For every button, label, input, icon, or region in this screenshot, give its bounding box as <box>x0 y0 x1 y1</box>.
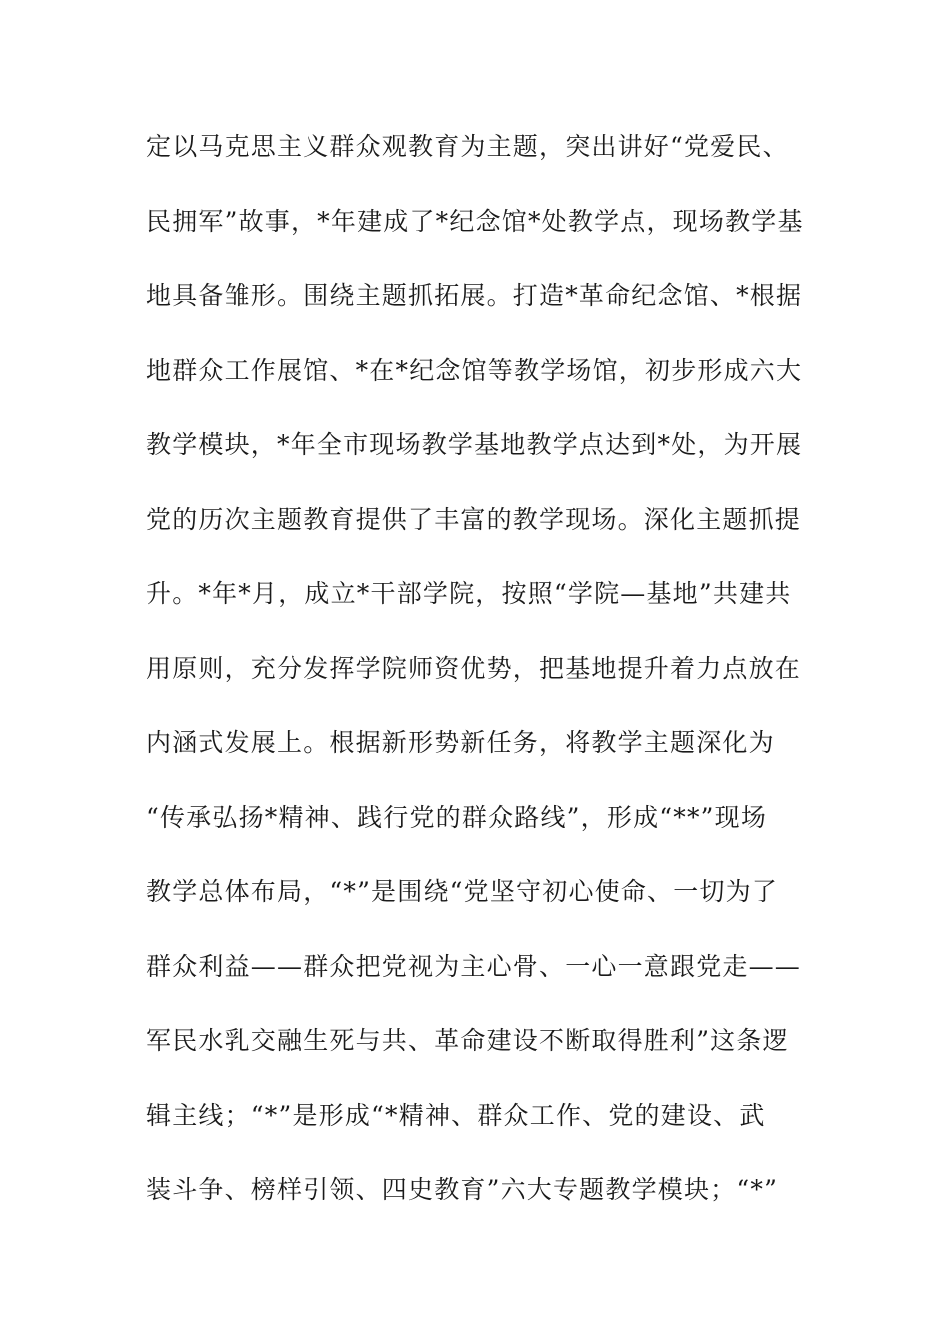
body-text <box>146 132 806 1250</box>
text-line: 升。*年*月，成立*干部学院，按照“学院—基地”共建共 <box>146 579 792 608</box>
text-line: 地群众工作展馆、*在*纪念馆等教学场馆，初步形成六大 <box>146 355 803 385</box>
text-line: 装斗争、榜样引领、四史教育”六大专题教学模块；“*” <box>146 1175 779 1204</box>
text-line: 党的历次主题教育提供了丰富的教学现场。深化主题抓提 <box>146 504 802 534</box>
text-line: 地具备雏形。围绕主题抓拓展。打造*革命纪念馆、*根据 <box>146 281 803 310</box>
text-line: 用原则，充分发挥学院师资优势，把基地提升着力点放在 <box>146 653 802 683</box>
text-line: 民拥军”故事，*年建成了*纪念馆*处教学点，现场教学基 <box>146 206 804 236</box>
text-line: 辑主线；“*”是形成“*精神、群众工作、党的建设、武 <box>146 1100 766 1130</box>
text-line: “传承弘扬*精神、践行党的群众路线”，形成“**”现场 <box>146 802 768 832</box>
text-line: 教学总体布局，“*”是围绕“党坚守初心使命、一切为了 <box>146 877 779 906</box>
text-line: 群众利益——群众把党视为主心骨、一心一意跟党走—— <box>146 951 802 981</box>
text-line: 军民水乳交融生死与共、革命建设不断取得胜利”这条逻 <box>146 1026 789 1055</box>
text-line: 定以马克思主义群众观教育为主题，突出讲好“党爱民、 <box>146 132 789 161</box>
text-line: 教学模块，*年全市现场教学基地教学点达到*处，为开展 <box>146 430 803 459</box>
text-line: 内涵式发展上。根据新形势新任务，将教学主题深化为 <box>146 728 775 757</box>
